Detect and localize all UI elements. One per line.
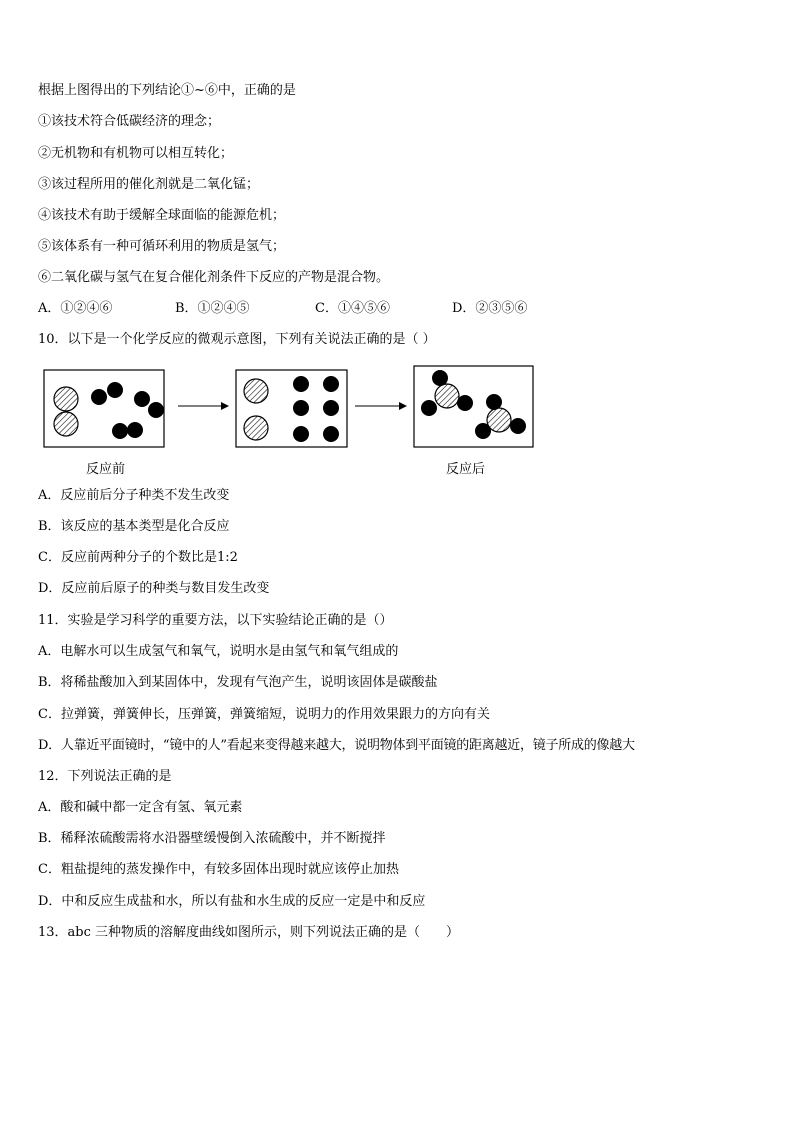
- middle-atom-hatched-1: [244, 379, 268, 403]
- q11-option-b[interactable]: B．将稀盐酸加入到某固体中，发现有气泡产生，说明该固体是碳酸盐: [38, 675, 438, 690]
- q10-option-c[interactable]: C．反应前两种分子的个数比是1:2: [38, 550, 238, 565]
- q12-option-a[interactable]: A．酸和碱中都一定含有氢、氧元素: [38, 800, 243, 815]
- conclusion-6: ⑥二氧化碳与氢气在复合催化剂条件下反应的产物是混合物。: [38, 270, 390, 285]
- conclusion-3: ③该过程所用的催化剂就是二氧化锰；: [38, 177, 260, 192]
- q13-stem: 13．abc 三种物质的溶解度曲线如图所示，则下列说法正确的是（ ）: [38, 925, 460, 940]
- q10-option-d[interactable]: D．反应前后原子的种类与数目发生改变: [38, 581, 270, 596]
- q9-option-a[interactable]: A．①②④⑥: [38, 301, 113, 316]
- q11-option-c[interactable]: C．拉弹簧，弹簧伸长，压弹簧，弹簧缩短，说明力的作用效果跟力的方向有关: [38, 707, 490, 722]
- q10-option-a[interactable]: A．反应前后分子种类不发生改变: [38, 488, 230, 503]
- conclusion-4: ④该技术有助于缓解全球面临的能源危机；: [38, 208, 286, 223]
- conclusion-5: ⑤该体系有一种可循环利用的物质是氢气；: [38, 239, 286, 254]
- after-molecule-1: [421, 370, 473, 416]
- q9-option-c[interactable]: C．①④⑤⑥: [315, 301, 390, 316]
- caption-before: 反应前: [86, 462, 126, 477]
- q9-option-b[interactable]: B．①②④⑤: [175, 301, 250, 316]
- conclusion-1: ①该技术符合低碳经济的理念；: [38, 114, 221, 129]
- q11-option-a[interactable]: A．电解水可以生成氢气和氧气，说明水是由氢气和氧气组成的: [38, 644, 399, 659]
- q12-stem: 12．下列说法正确的是: [38, 769, 172, 784]
- before-molecule-black-3: [112, 422, 143, 439]
- before-molecule-hatched-1: [54, 387, 78, 436]
- q12-option-c[interactable]: C．粗盐提纯的蒸发操作中，有较多固体出现时就应该停止加热: [38, 862, 399, 877]
- before-molecule-black-1: [91, 382, 123, 405]
- question-intro: 根据上图得出的下列结论①~⑥中，正确的是: [38, 83, 296, 98]
- q12-option-d[interactable]: D．中和反应生成盐和水，所以有盐和水生成的反应一定是中和反应: [38, 894, 426, 909]
- middle-atom-hatched-2: [244, 416, 268, 440]
- q9-option-d[interactable]: D．②③⑤⑥: [452, 301, 528, 316]
- q11-stem: 11．实验是学习科学的重要方法，以下实验结论正确的是（）: [38, 613, 393, 628]
- caption-after: 反应后: [446, 462, 486, 477]
- conclusion-2: ②无机物和有机物可以相互转化；: [38, 146, 234, 161]
- before-molecule-black-2: [134, 391, 164, 418]
- after-molecule-2: [475, 394, 526, 439]
- q10-option-b[interactable]: B．该反应的基本类型是化合反应: [38, 519, 230, 534]
- q11-option-d[interactable]: D．人靠近平面镜时，“镜中的人”看起来变得越来越大，说明物体到平面镜的距离越近，镜子所成的像越大: [38, 738, 635, 753]
- q12-option-b[interactable]: B．稀释浓硫酸需将水沿器壁缓慢倒入浓硫酸中，并不断搅拌: [38, 831, 386, 846]
- reaction-diagram: [0, 362, 794, 477]
- middle-atoms-black: [293, 376, 339, 442]
- q10-stem: 10．以下是一个化学反应的微观示意图，下列有关说法正确的是（ ）: [38, 332, 436, 347]
